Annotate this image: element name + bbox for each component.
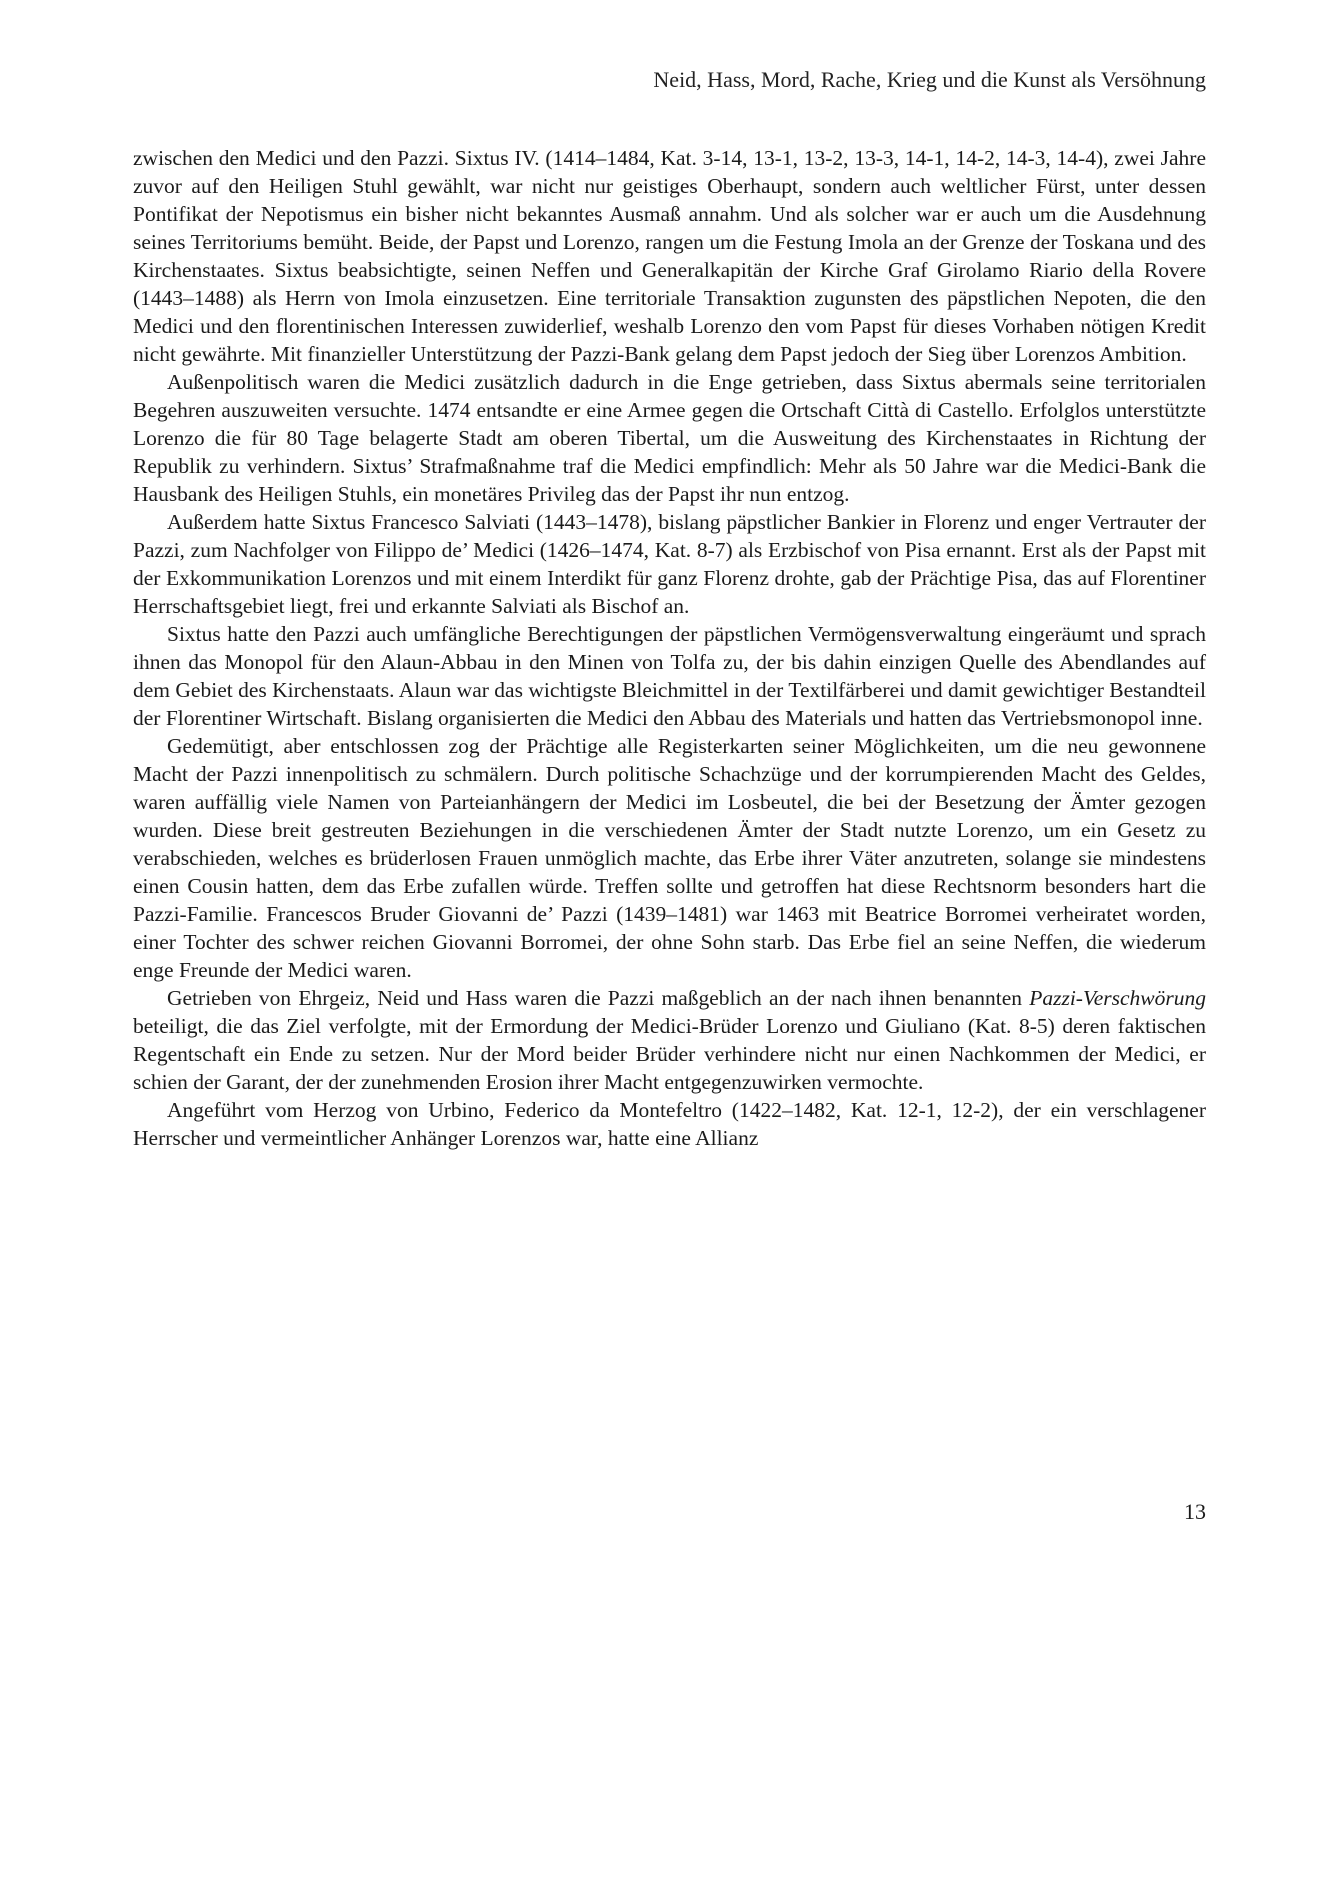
- paragraph-1: zwischen den Medici und den Pazzi. Sixtus IV. (1414–1484, Kat. 3-14, 13-1, 13-2, 13-3, 14-1, 14-2, 14-3, 14-4), zwei Jahre zuvor auf den Heiligen Stuhl gewählt, war nicht nur geistiges Oberhaupt, sondern auch weltlicher Fürst, unter dessen Pontifikat der Nepotismus ein bisher nicht bekanntes Ausmaß annahm. Und als solcher war er auch um die Ausdehnung seines Territoriums bemüht. Beide, der Papst und Lorenzo, rangen um die Festung Imola an der Grenze der Toskana und des Kirchenstaates. Sixtus beabsichtigte, seinen Neffen und Generalkapitän der Kirche Graf Girolamo Riario della Rovere (1443–1488) als Herrn von Imola einzusetzen. Eine territoriale Transaktion zugunsten des päpstlichen Nepoten, die den Medici und den florentinischen Interessen zuwiderlief, weshalb Lorenzo den vom Papst für dieses Vorhaben nötigen Kredit nicht gewährte. Mit finanzieller Unterstützung der Pazzi-Bank gelang dem Papst jedoch der Sieg über Lorenzos Ambition.: [133, 146, 1206, 366]
- paragraph-6-text-before: Getrieben von Ehrgeiz, Neid und Hass waren die Pazzi maßgeblich an der nach ihnen benannten: [167, 986, 1030, 1010]
- paragraph-2: Außenpolitisch waren die Medici zusätzlich dadurch in die Enge getrieben, dass Sixtus abermals seine territorialen Begehren auszuweiten versuchte. 1474 entsandte er eine Armee gegen die Ortschaft Città di Castello. Erfolglos unterstützte Lorenzo die für 80 Tage belagerte Stadt am oberen Tibertal, um die Ausweitung des Kirchenstaates in Richtung der Republik zu verhindern. Sixtus’ Strafmaßnahme traf die Medici empfindlich: Mehr als 50 Jahre war die Medici-Bank die Hausbank des Heiligen Stuhls, ein monetäres Privileg das der Papst ihr nun entzog.: [133, 370, 1206, 506]
- paragraph-4: Sixtus hatte den Pazzi auch umfängliche Berechtigungen der päpstlichen Vermögensverwaltung eingeräumt und sprach ihnen das Monopol für den Alaun-Abbau in den Minen von Tolfa zu, der bis dahin einzigen Quelle des Abendlandes auf dem Gebiet des Kirchenstaats. Alaun war das wichtigste Bleichmittel in der Textilfärberei und damit gewichtiger Bestandteil der Florentiner Wirtschaft. Bislang organisierten die Medici den Abbau des Materials und hatten das Vertriebsmonopol inne.: [133, 622, 1206, 730]
- paragraph-5: Gedemütigt, aber entschlossen zog der Prächtige alle Registerkarten seiner Möglichkeiten, um die neu gewonnene Macht der Pazzi innenpolitisch zu schmälern. Durch politische Schachzüge und der korrumpierenden Macht des Geldes, waren auffällig viele Namen von Parteianhängern der Medici im Losbeutel, die bei der Besetzung der Ämter gezogen wurden. Diese breit gestreuten Beziehungen in die verschiedenen Ämter der Stadt nutzte Lorenzo, um ein Gesetz zu verabschieden, welches es brüderlosen Frauen unmöglich machte, das Erbe ihrer Väter anzutreten, solange sie mindestens einen Cousin hatten, dem das Erbe zufallen würde. Treffen sollte und getroffen hat diese Rechtsnorm besonders hart die Pazzi-Familie. Francescos Bruder Giovanni de’ Pazzi (1439–1481) war 1463 mit Beatrice Borromei verheiratet worden, einer Tochter des schwer reichen Giovanni Borromei, der ohne Sohn starb. Das Erbe fiel an seine Neffen, die wiederum enge Freunde der Medici waren.: [133, 734, 1206, 982]
- paragraph-7: Angeführt vom Herzog von Urbino, Federico da Montefeltro (1422–1482, Kat. 12-1, 12-2), der ein verschlagener Herrscher und vermeintlicher Anhänger Lorenzos war, hatte eine Allianz: [133, 1098, 1206, 1150]
- paragraph-6-text-after: beteiligt, die das Ziel verfolgte, mit der Ermordung der Medici-Brüder Lorenzo und Giuliano (Kat. 8-5) deren faktischen Regentschaft ein Ende zu setzen. Nur der Mord beider Brüder verhindere nicht nur einen Nachkommen der Medici, er schien der Garant, der der zunehmenden Erosion ihrer Macht entgegenzuwirken vermochte.: [133, 1014, 1206, 1094]
- page-number: 13: [1184, 1499, 1206, 1524]
- running-header: Neid, Hass, Mord, Rache, Krieg und die Kunst als Versöhnung: [653, 67, 1206, 92]
- body-text: [133, 144, 1206, 1152]
- paragraph-6: [133, 984, 1206, 1096]
- paragraph-6-italic-term: Pazzi-Verschwörung: [1029, 986, 1206, 1010]
- paragraph-3: Außerdem hatte Sixtus Francesco Salviati (1443–1478), bislang päpstlicher Bankier in Florenz und enger Vertrauter der Pazzi, zum Nachfolger von Filippo de’ Medici (1426–1474, Kat. 8-7) als Erzbischof von Pisa ernannt. Erst als der Papst mit der Exkommunikation Lorenzos und mit einem Interdikt für ganz Florenz drohte, gab der Prächtige Pisa, das auf Florentiner Herrschaftsgebiet liegt, frei und erkannte Salviati als Bischof an.: [133, 510, 1206, 618]
